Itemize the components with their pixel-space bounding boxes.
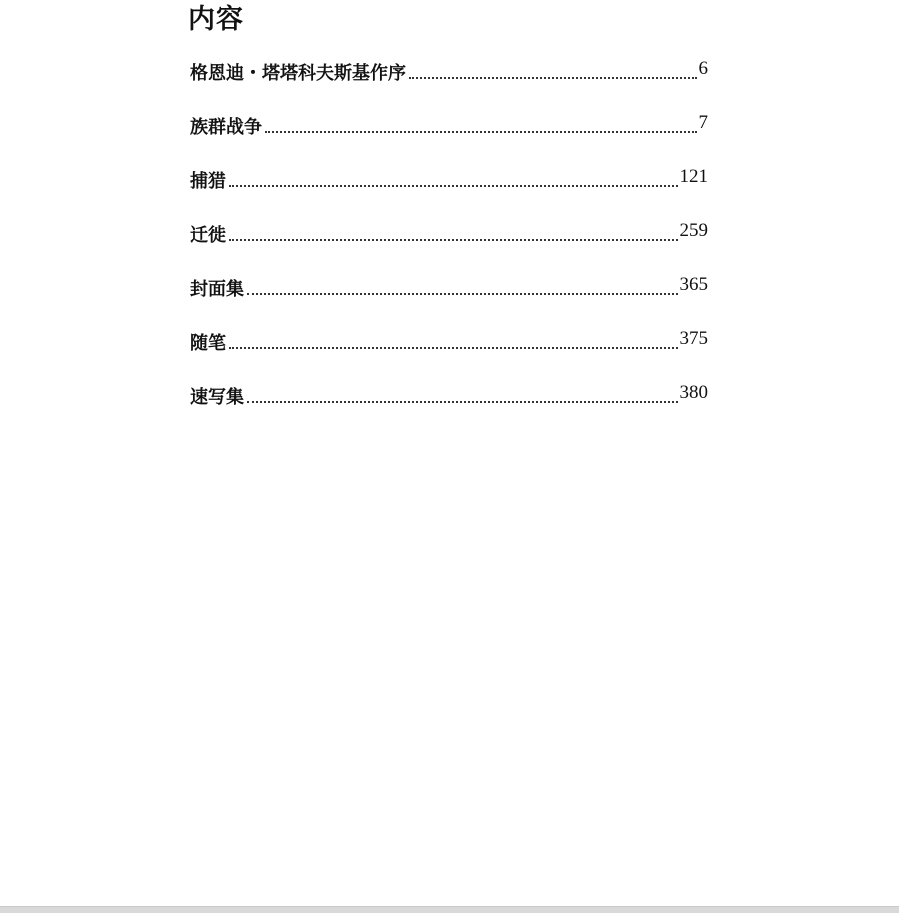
toc-entry[interactable] — [190, 112, 708, 170]
toc-entry[interactable] — [190, 220, 708, 278]
toc-entry-page-number: 6 — [698, 58, 708, 79]
toc-entry-label: 捕猎 — [190, 171, 226, 192]
toc-entry-label: 族群战争 — [190, 117, 262, 138]
toc-entry-page-number: 380 — [679, 382, 708, 403]
dot-leader — [229, 239, 678, 241]
toc-entry-label: 随笔 — [190, 333, 226, 354]
table-of-contents — [190, 58, 708, 440]
toc-entry[interactable] — [190, 328, 708, 386]
toc-entry-page-number: 121 — [679, 166, 708, 187]
page-title: 内容 — [188, 4, 244, 35]
dot-leader — [265, 131, 697, 133]
toc-entry-label: 速写集 — [190, 387, 244, 408]
dot-leader — [409, 77, 697, 79]
toc-entry-page-number: 375 — [679, 328, 708, 349]
toc-entry[interactable] — [190, 274, 708, 332]
toc-entry-label: 封面集 — [190, 279, 244, 300]
dot-leader — [247, 401, 678, 403]
toc-entry[interactable] — [190, 382, 708, 440]
toc-entry-page-number: 365 — [679, 274, 708, 295]
dot-leader — [229, 185, 678, 187]
toc-entry[interactable] — [190, 58, 708, 116]
dot-leader — [229, 347, 678, 349]
dot-leader — [247, 293, 678, 295]
toc-entry-page-number: 7 — [698, 112, 708, 133]
toc-entry[interactable] — [190, 166, 708, 224]
toc-entry-label: 格恩迪・塔塔科夫斯基作序 — [190, 63, 406, 84]
toc-entry-page-number: 259 — [679, 220, 708, 241]
toc-entry-label: 迁徙 — [190, 225, 226, 246]
